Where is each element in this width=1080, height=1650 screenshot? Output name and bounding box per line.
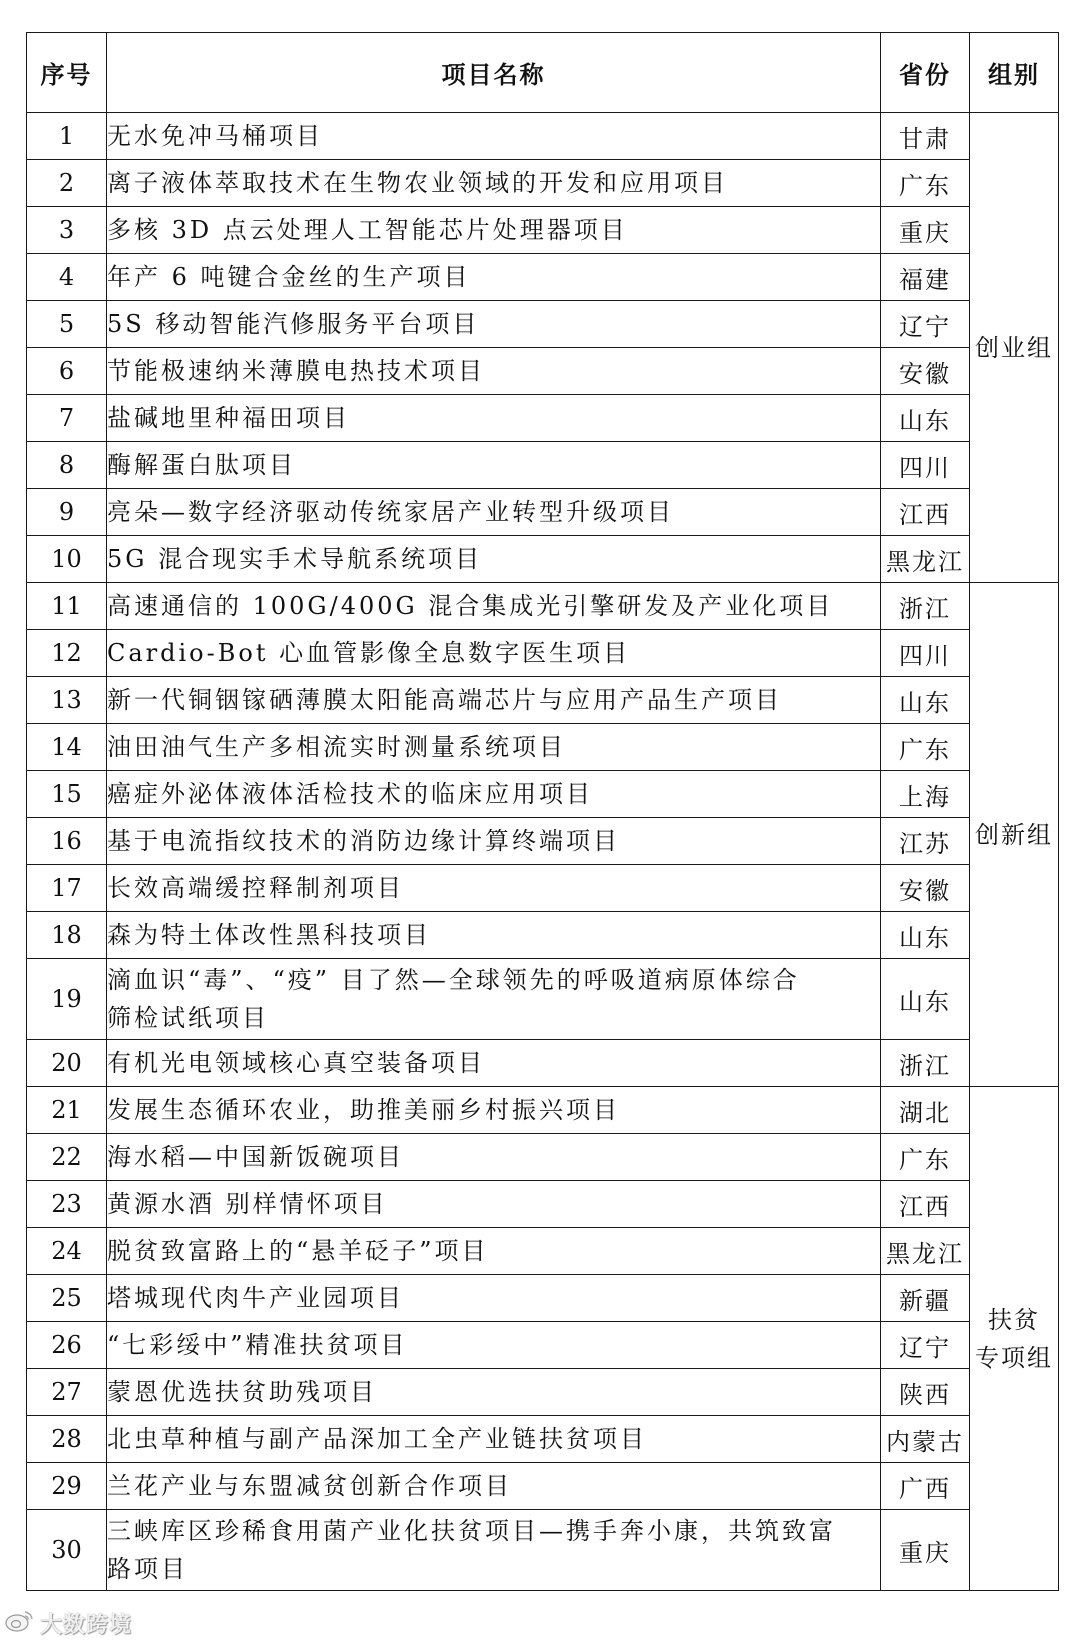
- project-name: 亮朵—数字经济驱动传统家居产业转型升级项目: [107, 489, 881, 536]
- table-row: [27, 442, 1059, 489]
- project-name: 年产 6 吨键合金丝的生产项目: [107, 254, 881, 301]
- project-name: 无水免冲马桶项目: [107, 113, 881, 160]
- table-row: [27, 1510, 1059, 1591]
- project-name: 盐碱地里种福田项目: [107, 395, 881, 442]
- table-row: [27, 160, 1059, 207]
- header-project-name: 项目名称: [107, 33, 881, 113]
- row-index: 16: [27, 818, 107, 865]
- table-header-row: [27, 33, 1059, 113]
- table-row: [27, 536, 1059, 583]
- row-index: 22: [27, 1134, 107, 1181]
- province: 辽宁: [881, 301, 970, 348]
- province: 新疆: [881, 1275, 970, 1322]
- project-name: 新一代铜铟镓硒薄膜太阳能高端芯片与应用产品生产项目: [107, 677, 881, 724]
- project-name: 海水稻—中国新饭碗项目: [107, 1134, 881, 1181]
- project-name: 北虫草种植与副产品深加工全产业链扶贫项目: [107, 1416, 881, 1463]
- table-row: [27, 724, 1059, 771]
- row-index: 23: [27, 1181, 107, 1228]
- table-row: [27, 959, 1059, 1040]
- province: 广东: [881, 1134, 970, 1181]
- project-name: 发展生态循环农业，助推美丽乡村振兴项目: [107, 1087, 881, 1134]
- province: 重庆: [881, 1510, 970, 1591]
- project-name: 离子液体萃取技术在生物农业领域的开发和应用项目: [107, 160, 881, 207]
- province: 四川: [881, 630, 970, 677]
- row-index: 8: [27, 442, 107, 489]
- row-index: 4: [27, 254, 107, 301]
- row-index: 15: [27, 771, 107, 818]
- table-row: [27, 1416, 1059, 1463]
- province: 浙江: [881, 1040, 970, 1087]
- row-index: 24: [27, 1228, 107, 1275]
- row-index: 13: [27, 677, 107, 724]
- table-row: [27, 1228, 1059, 1275]
- header-index: 序号: [27, 33, 107, 113]
- group-label: 扶贫 专项组: [970, 1087, 1059, 1591]
- province: 安徽: [881, 865, 970, 912]
- group-label: 创业组: [970, 113, 1059, 583]
- project-name: 三峡库区珍稀食用菌产业化扶贫项目—携手奔小康，共筑致富 路项目: [107, 1510, 881, 1591]
- province: 山东: [881, 912, 970, 959]
- project-name: 黄源水酒 别样情怀项目: [107, 1181, 881, 1228]
- province: 甘肃: [881, 113, 970, 160]
- group-label: 创新组: [970, 583, 1059, 1087]
- project-name: 节能极速纳米薄膜电热技术项目: [107, 348, 881, 395]
- province: 山东: [881, 677, 970, 724]
- table-row: [27, 489, 1059, 536]
- table-row: [27, 1181, 1059, 1228]
- project-name: 酶解蛋白肽项目: [107, 442, 881, 489]
- province: 江苏: [881, 818, 970, 865]
- row-index: 2: [27, 160, 107, 207]
- table-row: [27, 677, 1059, 724]
- row-index: 7: [27, 395, 107, 442]
- watermark: [4, 1606, 132, 1640]
- province: 四川: [881, 442, 970, 489]
- header-group: 组别: [970, 33, 1059, 113]
- watermark-text: 大数跨境: [40, 1612, 133, 1638]
- project-name: 森为特土体改性黑科技项目: [107, 912, 881, 959]
- province: 黑龙江: [881, 1228, 970, 1275]
- table-row: [27, 865, 1059, 912]
- project-name: 兰花产业与东盟减贫创新合作项目: [107, 1463, 881, 1510]
- table-row: [27, 1275, 1059, 1322]
- row-index: 30: [27, 1510, 107, 1591]
- project-name: 滴血识“毒”、“疫” 目了然—全球领先的呼吸道病原体综合 筛检试纸项目: [107, 959, 881, 1040]
- row-index: 17: [27, 865, 107, 912]
- table-row: [27, 583, 1059, 630]
- project-name: 油田油气生产多相流实时测量系统项目: [107, 724, 881, 771]
- row-index: 26: [27, 1322, 107, 1369]
- province: 江西: [881, 489, 970, 536]
- table-row: [27, 818, 1059, 865]
- project-name: 多核 3D 点云处理人工智能芯片处理器项目: [107, 207, 881, 254]
- table-row: [27, 1463, 1059, 1510]
- row-index: 1: [27, 113, 107, 160]
- row-index: 28: [27, 1416, 107, 1463]
- table-row: [27, 912, 1059, 959]
- project-table: [26, 32, 1059, 1591]
- row-index: 6: [27, 348, 107, 395]
- province: 安徽: [881, 348, 970, 395]
- row-index: 9: [27, 489, 107, 536]
- province: 广西: [881, 1463, 970, 1510]
- table-row: [27, 301, 1059, 348]
- project-name: 高速通信的 100G/400G 混合集成光引擎研发及产业化项目: [107, 583, 881, 630]
- row-index: 11: [27, 583, 107, 630]
- row-index: 29: [27, 1463, 107, 1510]
- row-index: 27: [27, 1369, 107, 1416]
- table-row: [27, 113, 1059, 160]
- province: 广东: [881, 724, 970, 771]
- row-index: 12: [27, 630, 107, 677]
- row-index: 5: [27, 301, 107, 348]
- province: 辽宁: [881, 1322, 970, 1369]
- watermark-logo-icon: [4, 1608, 36, 1638]
- table-row: [27, 1369, 1059, 1416]
- row-index: 18: [27, 912, 107, 959]
- province: 广东: [881, 160, 970, 207]
- table-row: [27, 1134, 1059, 1181]
- row-index: 25: [27, 1275, 107, 1322]
- row-index: 10: [27, 536, 107, 583]
- province: 上海: [881, 771, 970, 818]
- project-name: 脱贫致富路上的“悬羊砭子”项目: [107, 1228, 881, 1275]
- table-row: [27, 207, 1059, 254]
- province: 福建: [881, 254, 970, 301]
- project-name: “七彩绥中”精准扶贫项目: [107, 1322, 881, 1369]
- project-name: 5G 混合现实手术导航系统项目: [107, 536, 881, 583]
- province: 浙江: [881, 583, 970, 630]
- row-index: 19: [27, 959, 107, 1040]
- table-row: [27, 395, 1059, 442]
- project-name: 蒙恩优选扶贫助残项目: [107, 1369, 881, 1416]
- row-index: 20: [27, 1040, 107, 1087]
- province: 山东: [881, 395, 970, 442]
- table-row: [27, 630, 1059, 677]
- project-name: 长效高端缓控释制剂项目: [107, 865, 881, 912]
- table-row: [27, 1322, 1059, 1369]
- row-index: 21: [27, 1087, 107, 1134]
- province: 山东: [881, 959, 970, 1040]
- table-row: [27, 1040, 1059, 1087]
- project-name: 癌症外泌体液体活检技术的临床应用项目: [107, 771, 881, 818]
- table-row: [27, 254, 1059, 301]
- province: 黑龙江: [881, 536, 970, 583]
- project-name: 有机光电领域核心真空装备项目: [107, 1040, 881, 1087]
- province: 陕西: [881, 1369, 970, 1416]
- province: 重庆: [881, 207, 970, 254]
- project-name: 基于电流指纹技术的消防边缘计算终端项目: [107, 818, 881, 865]
- project-name: 塔城现代肉牛产业园项目: [107, 1275, 881, 1322]
- province: 内蒙古: [881, 1416, 970, 1463]
- province: 湖北: [881, 1087, 970, 1134]
- province: 江西: [881, 1181, 970, 1228]
- project-name: Cardio-Bot 心血管影像全息数字医生项目: [107, 630, 881, 677]
- row-index: 3: [27, 207, 107, 254]
- table-row: [27, 1087, 1059, 1134]
- table-row: [27, 348, 1059, 395]
- table-row: [27, 771, 1059, 818]
- project-name: 5S 移动智能汽修服务平台项目: [107, 301, 881, 348]
- row-index: 14: [27, 724, 107, 771]
- header-province: 省份: [881, 33, 970, 113]
